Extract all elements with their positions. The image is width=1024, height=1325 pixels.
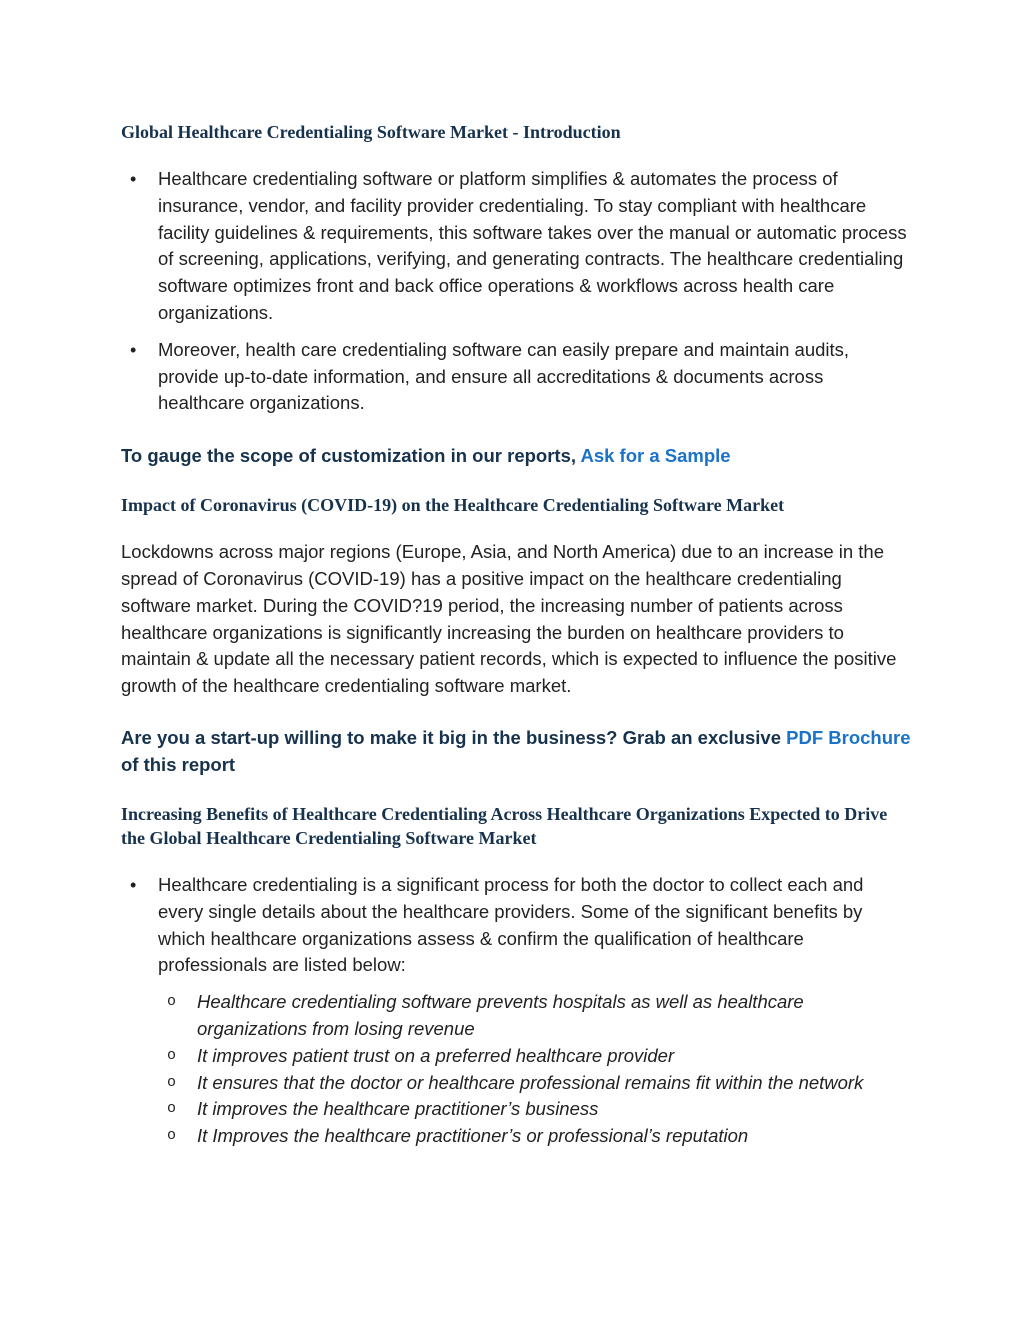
benefits-sub-list bbox=[158, 989, 911, 1150]
sample-request-text: To gauge the scope of customization in our reports, bbox=[121, 445, 581, 467]
document-page bbox=[121, 120, 911, 1160]
introduction-bullet-list bbox=[121, 166, 911, 417]
benefits-intro-text: Healthcare credentialing is a significant process for both the doctor to collect each and every single details about the healthcare providers. Some of the significant benefits by which healthcare organizations assess & confirm the qualification of healthcare professionals are listed below: bbox=[158, 873, 864, 976]
brochure-request-text: Are you a start-up willing to make it big in the business? Grab an exclusive bbox=[121, 726, 787, 748]
sub-list-item: o It Improves the healthcare practitioner’s or professional’s reputation bbox=[158, 1123, 911, 1150]
brochure-request-line bbox=[121, 724, 911, 778]
section-heading-covid-impact: Impact of Coronavirus (COVID-19) on the Healthcare Credentialing Software Market bbox=[121, 495, 785, 516]
sample-request-line bbox=[121, 442, 911, 469]
list-item: • Moreover, health care credentialing software can easily prepare and maintain audits, provide up-to-date information, and ensure all accreditations & documents across healthcare organizations. bbox=[121, 337, 911, 417]
ask-for-sample-link[interactable]: Ask for a Sample bbox=[580, 445, 731, 467]
sub-list-item: o Healthcare credentialing software prevents hospitals as well as healthcare organizations from losing revenue bbox=[158, 989, 911, 1043]
list-item: • Healthcare credentialing software or platform simplifies & automates the process of insurance, vendor, and facility provider credentialing. To stay compliant with healthcare facility guidelines & requirements, this software takes over the manual or automatic process of screening, applications, verifying, and generating contracts. The healthcare credentialing software optimizes front and back office operations & workflows across health care organizations. bbox=[121, 166, 911, 327]
section-heading-introduction: Global Healthcare Credentialing Software Market - Introduction bbox=[121, 122, 621, 142]
list-item bbox=[121, 872, 911, 1150]
covid-impact-paragraph: Lockdowns across major regions (Europe, Asia, and North America) due to an increase in the spread of Coronavirus (COVID-19) has a positive impact on the healthcare credentialing software market. During the COVID?19 period, the increasing number of patients across healthcare organizations is significantly increasing the burden on healthcare providers to maintain & update all the necessary patient records, which is expected to influence the positive growth of the healthcare credentialing software market. bbox=[121, 541, 897, 697]
benefits-bullet-list bbox=[121, 872, 911, 1150]
section-heading-benefits: Increasing Benefits of Healthcare Credentialing Across Healthcare Organizations Expected to Drive the Global Healthcare Credentialing Software Market bbox=[121, 803, 888, 848]
sub-list-item: o It improves the healthcare practitioner’s business bbox=[158, 1096, 911, 1123]
sub-list-item: o It improves patient trust on a preferred healthcare provider bbox=[158, 1043, 911, 1070]
brochure-request-suffix: of this report bbox=[121, 753, 236, 775]
sub-list-item: o It ensures that the doctor or healthcare professional remains fit within the network bbox=[158, 1070, 911, 1097]
pdf-brochure-link[interactable]: PDF Brochure bbox=[786, 726, 911, 748]
